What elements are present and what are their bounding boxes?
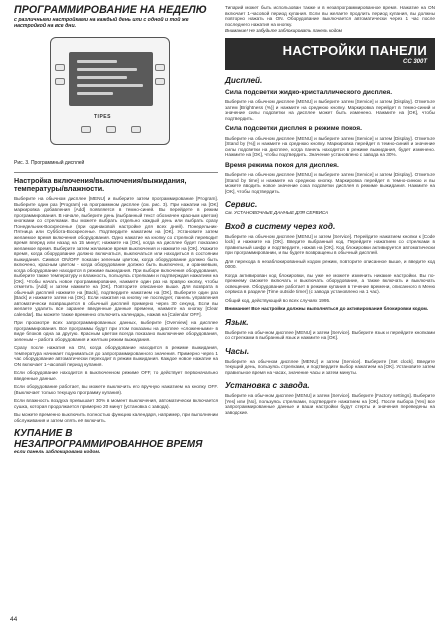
brand-logo: TIPES <box>94 114 111 121</box>
bottom-button <box>131 126 141 133</box>
service-note: См. УСТАНОВОЧНЫЕ ДАННЫЕ ДЛЯ СЕРВИСА <box>225 210 329 215</box>
backlight-heading: Сила подсветки жидко-кристаллического дисплея. <box>225 88 393 96</box>
code-heading: Вход в систему через код. <box>225 221 336 231</box>
intro-note: Внимание! Не забудьте заблокировать панель кодом <box>225 28 342 33</box>
section-note: если панель заблокирована кодом. <box>14 450 101 456</box>
figure-caption: Рис. 3. Программный дисплей <box>14 160 85 167</box>
side-button <box>155 78 165 85</box>
page-number: 44 <box>10 616 18 623</box>
banner-title: НАСТРОЙКИ ПАНЕЛИ <box>282 42 427 58</box>
code-text: Общий код, действующий во всех случаях 1995. <box>225 297 331 303</box>
code-text: Когда активирован код блокировки, вы уже не можете изменить никакие настройки. Вы по-прежнему сможете включать и выключать оборудование, а также включать и выключать освещение. Оборудование работает в режиме купания в течение времени, описанного в Меню сервиса в разделе [Time outside timer] (с завода установлено на 1 час). <box>225 272 435 294</box>
clock-heading: Часы. <box>225 346 250 356</box>
section-banner <box>225 38 435 70</box>
backlight-text: Выберите на обычном дисплее [MENU] и выберите затем [Service] и затем [Display]. Отметьте затем [Brightness (%)] и нажмите на среднюю кнопку. Маркировка перейдет в темно-синий и значение силы подсветки на дисплее может быть изменено. Нажмите на [OK], чтобы подтвердить. <box>225 99 435 121</box>
display-heading: Дисплей. <box>225 75 263 85</box>
section-heading: Настройка включения/выключения/выжидания, температуры/влажности. <box>14 176 187 194</box>
divider <box>14 172 218 173</box>
control-panel-illustration <box>50 37 170 145</box>
factory-heading: Установка с завода. <box>225 381 310 390</box>
body-paragraph: Если влажность воздуха превышает 30% в момент выключения, автоматически включается сушка, которая продолжается примерно 20 минут (установка с завода). <box>14 398 218 409</box>
screen-line <box>77 68 137 71</box>
page-subtitle: с различными настройками на каждый день или с одной и той же настройкой на все дни. <box>14 17 189 30</box>
code-text: Для перехода в незаблокированный кодом режим, повторите описанное выше, и введите код 0000. <box>225 258 435 269</box>
section-title-unscheduled-bathing: КУПАНИЕ В НЕЗАПРОГРАММИРОВАННОЕ ВРЕМЯ <box>14 428 203 450</box>
side-button <box>55 78 65 85</box>
display-screen <box>69 52 153 106</box>
left-column <box>14 0 218 456</box>
body-paragraph: Если оборудование находится в выключенном режиме OFF, то действует первоначально введенные данные. <box>14 370 218 381</box>
body-paragraph: Выберите на обычном дисплее [MENU] и выберите затем программирование [Program]. Выберите один раз [Program] на программном дисплее (см. рис. 3). При нажатии на [OK] маркировка добавления [Add] появляется в темно-синей. Вы перейдете в режим программирования. В начале, выберите день (выбранный текст обозначен красным цветом) кнопками со стрелками. Вы можете выбрать отдельно каждый день или выбрать сразу Понедельник-Воскресенье (при одинаковой настройке для всех дней). Понедельник-Пятница или Суббота-Воскресенье. Подтвердите нажатием на [OK]. Установите затем желаемое время включения оборудования. Одно нажатие на кнопку со стрелкой переводит время вперед или назад на 15 минут; нажмите на [OK], когда на дисплее будет показано желаемое время. Выберите затем желаемое время выключения и нажмите на [OK]. Укажите время, когда оборудование должно включаться, выключаться или находиться в состоянии выжидания. Символ ON/OFF показан зеленым цветом, когда оборудование должно быть включено, красным цветом - когда оборудование должно быть выключено, и оранжевым, когда оборудование находится в режиме выжидания. При выборе включения оборудования, выберите также температуру и влажность, пользуясь стрелками и подтверждая нажатием на [OK]. Чтобы начать новое программирование, нажмите один раз на правую кнопку, чтобы отметить [Add] и затем нажмите на [OK]. Повторите описанное выше. Для возврата в обычный дисплей нажмите на [Back], подтвердите нажатием на [OK]. Выберите один раз [Back] и нажмите затем на [OK]. Если нажатия на кнопку не последует, панель управления автоматически возвращается в обычный дисплей примерно через 30 секунд. Если вы желаете удалить все заранее введенные данные времени, нажмите на кнопку [Clear calendar]. Вы можете также временно отключить календарь, нажав на [Calendar OFF]. <box>14 196 218 317</box>
factory-text: Выберите на обычном дисплее [MENU] и затем [Service]. Выберите [Factory settings]. Выберите [Yes] или [No], пользуясь стрелками, подтвердите нажатием на [OK]. После выбора [Yes] все запрограммированные данные и ваши настройки будут стерты и значения переведены на заводские. <box>225 393 435 415</box>
screen-line <box>77 84 143 87</box>
body-paragraph: Вы можете временно выключить полностью функцию календаря, например, при выполнении обслуживания и затем опять её включить. <box>14 412 218 423</box>
screen-line <box>77 92 113 95</box>
body-paragraph: Сразу после нажатия на ON, когда оборудование находится в режиме выжидания, температура начинает подниматься до запрограммированного значения. Примерно через 1 час оборудование автоматически переходит в режим выжидания. Каждое новое нажатие на ON включает 1-часовой период купания. <box>14 345 218 367</box>
language-heading: Язык. <box>225 317 249 327</box>
idle-heading: Время режима покоя для дисплея. <box>225 161 339 169</box>
language-text: Выберите на обычном дисплее [MENU] и затем [Service]. Выберите язык и перейдите кнопками со стрелками в выбранный язык и нажмите на [OK]. <box>225 329 435 340</box>
bottom-button <box>106 126 116 133</box>
body-paragraph: При просмотре всех запрограммированных данных, выберите [Overview] на дисплее программирования. Все программы будут при этом показаны на дисплее «сложенными» в виде блоков одна за другую. Красным цветом всегда показано выключение оборудования, зеленым – работа оборудования и желтым режим выжидания. <box>14 320 218 342</box>
body-paragraph: Если оборудование работает, вы можете выключить его вручную нажатием на кнопку OFF. (Выключает только текущую программу купания). <box>14 384 218 395</box>
intro-paragraph: Типарий может быть использован также и в незапрограммированное время. Нажатие на ON включает 1-часовой период купания. Если вы желаете продлить период купания, вы должны повторно нажать на ON. Оборудование выключается автоматически через 1 час после последнего нажатия на кнопку. <box>225 5 435 27</box>
side-button <box>155 64 165 71</box>
screen-line <box>77 76 127 79</box>
page-title: ПРОГРАММИРОВАНИЕ НА НЕДЕЛЮ <box>14 4 207 16</box>
program-display-figure <box>50 37 170 152</box>
clock-text: Выберите на обычном дисплее [MENU] и затем [Service]. Выберите [Set clock]. Введите текущий день, пользуясь стрелками, и подтвердите выбор нажатием на [OK]. Установите затем правильное время на часах, значение часы и затем минуты. <box>225 358 435 375</box>
side-button <box>55 64 65 71</box>
right-column <box>225 0 435 415</box>
standby-heading: Сила подсветки дисплея в режиме покоя. <box>225 125 362 132</box>
service-heading: Сервис. <box>225 200 258 209</box>
bottom-button <box>81 126 91 133</box>
code-text: Выберите на обычном дисплее [MENU] и затем [Service]. Перейдите нажатием кнопки к [Code lock] и нажмите на [OK]. Введите выбранный код. Перейдите нажатием со стрелками в правильный шифр и подтвердите, нажав на [OK]. Код блокировки активируется автоматически при программировании, и вы будете возвращены в обычный дисплей. <box>225 233 435 255</box>
banner-subtitle: CC 300T <box>402 58 427 65</box>
idle-text: Выберите на обычном дисплее [MENU] и выберите затем [Service] и затем [Display]. Отметьте [Stand by time] и нажмите на среднюю кнопку. Маркировка перейдет в темно-синюю и вы можете вводить новое значение сока подсветки дисплея в режиме выжидания. Нажмите на [OK], чтобы подтвердить. <box>225 172 435 194</box>
code-warning: Внимание! Все настройки должны выполняться до активирования блокировки кодом. <box>225 306 429 311</box>
standby-text: Выберите на обычном дисплее [MENU] и выберите затем [Service] и затем [Display]. Отметьте [Stand by (%)] и нажмите на среднюю кнопку. Маркировка перейдет в темно-синий и значение силы подсветки на дисплее, когда панель находится в режиме выжидания, будет изменено. Нажмите на [OK], чтобы подтвердить. Значение установлено с завода на 30%. <box>225 135 435 157</box>
screen-line <box>77 60 117 63</box>
